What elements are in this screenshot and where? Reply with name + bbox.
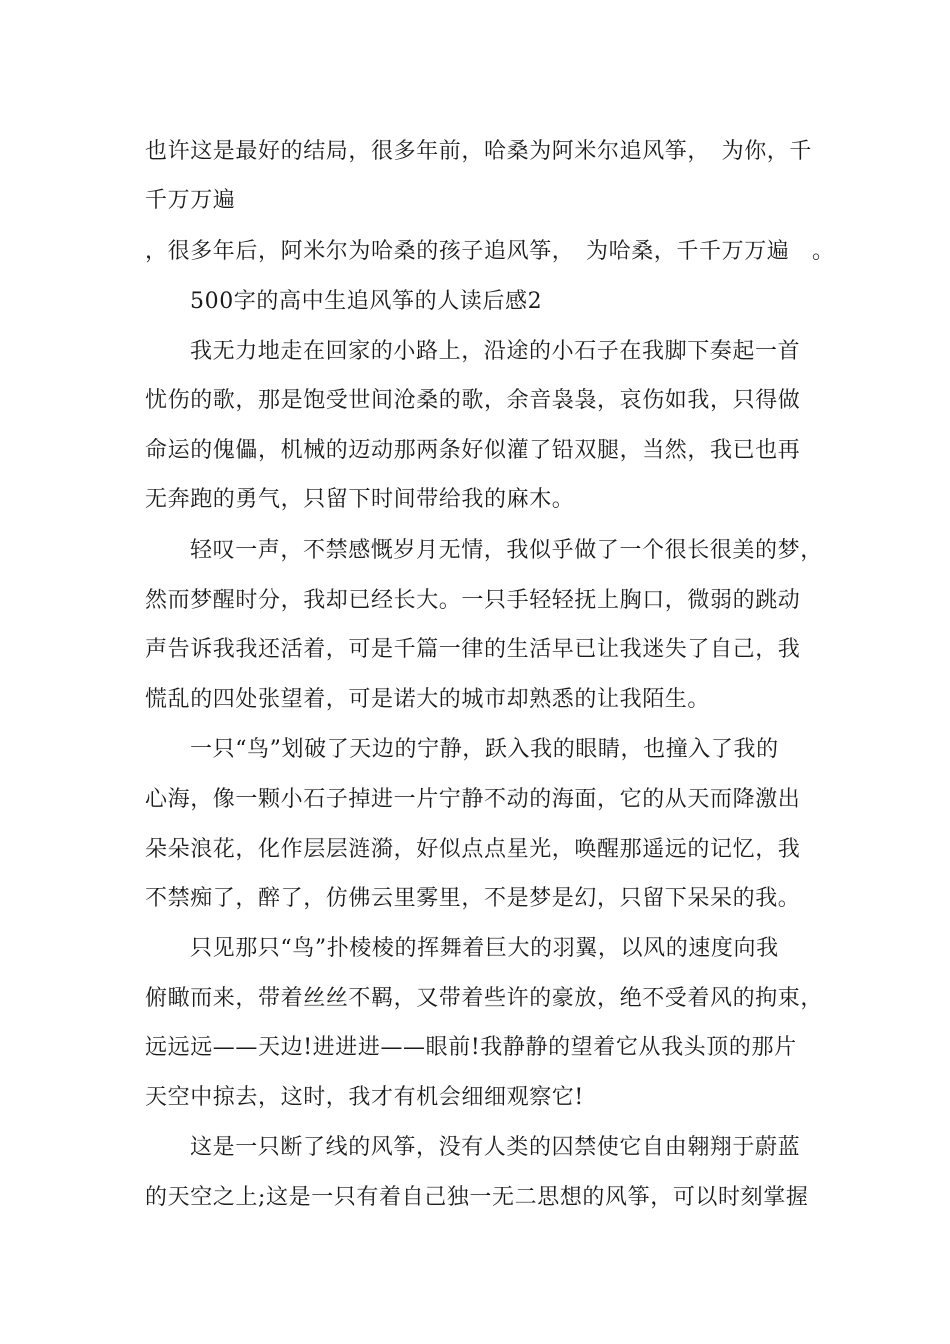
text-line: 天空中掠去，这时，我才有机会细细观察它! bbox=[145, 1085, 584, 1110]
text-line: 心海，像一颗小石子掉进一片宁静不动的海面，它的从天而降激出 bbox=[145, 787, 801, 812]
text-line: 一只“鸟”划破了天边的宁静，跃入我的眼睛，也撞入了我的 bbox=[190, 737, 779, 762]
section-heading: 500字的高中生追风筝的人读后感2 bbox=[190, 289, 543, 314]
text-line: 俯瞰而来，带着丝丝不羁，又带着些许的豪放，绝不受着风的拘束， bbox=[145, 986, 824, 1011]
text-line: 命运的傀儡，机械的迈动那两条好似灌了铅双腿，当然，我已也再 bbox=[145, 438, 801, 463]
text-line: 然而梦醒时分，我却已经长大。一只手轻轻抚上胸口，微弱的跳动 bbox=[145, 588, 801, 613]
text-line: 也许这是最好的结局，很多年前，哈桑为阿米尔追风筝， 为你，千 bbox=[145, 139, 813, 164]
text-line: 无奔跑的勇气，只留下时间带给我的麻木。 bbox=[145, 487, 575, 512]
text-line: 慌乱的四处张望着，可是诺大的城市却熟悉的让我陌生。 bbox=[145, 687, 711, 712]
text-line: 忧伤的歌，那是饱受世间沧桑的歌，余音袅袅，哀伤如我，只得做 bbox=[145, 388, 801, 413]
text-line: ，很多年后，阿米尔为哈桑的孩子追风筝， 为哈桑，千千万万遍 。 bbox=[145, 239, 835, 264]
text-line: 千万万遍 bbox=[145, 188, 236, 213]
text-line: 轻叹一声，不禁感慨岁月无情，我似乎做了一个很长很美的梦， bbox=[190, 538, 823, 563]
text-line: 远远远——天边!进进进——眼前!我静静的望着它从我头顶的那片 bbox=[145, 1035, 797, 1060]
text-line: 声告诉我我还活着，可是千篇一律的生活早已让我迷失了自己，我 bbox=[145, 637, 801, 662]
text-line: 的天空之上;这是一只有着自己独一无二思想的风筝，可以时刻掌握 bbox=[145, 1185, 809, 1210]
text-line: 只见那只“鸟”扑棱棱的挥舞着巨大的羽翼，以风的速度向我 bbox=[190, 936, 779, 961]
text-line: 我无力地走在回家的小路上，沿途的小石子在我脚下奏起一首 bbox=[190, 339, 801, 364]
text-line: 朵朵浪花，化作层层涟漪，好似点点星光，唤醒那遥远的记忆，我 bbox=[145, 837, 801, 862]
text-line: 这是一只断了线的风筝，没有人类的囚禁使它自由翱翔于蔚蓝 bbox=[190, 1135, 801, 1160]
text-line: 不禁痴了，醉了，仿佛云里雾里，不是梦是幻，只留下呆呆的我。 bbox=[145, 886, 801, 911]
